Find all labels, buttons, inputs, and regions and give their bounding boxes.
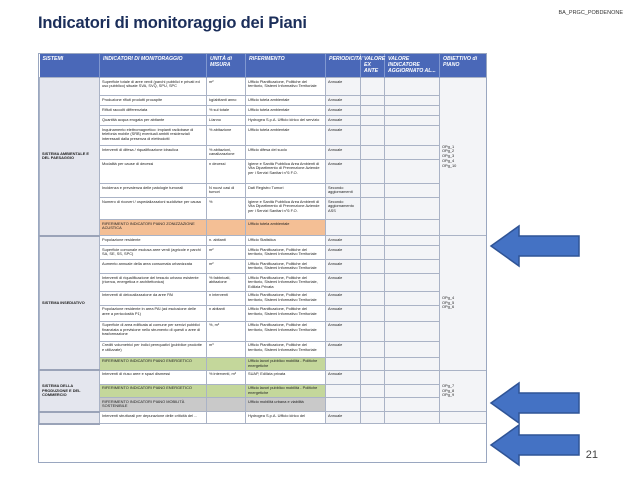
- reference-cell: Ufficio tutela ambientale: [246, 96, 326, 106]
- header-indicatori: INDICATORI DI MONITORAGGIO: [100, 54, 207, 78]
- unit-cell: n decessi: [207, 160, 246, 184]
- valore-ex-ante-cell: [361, 116, 385, 126]
- unit-cell: n abitanti: [207, 305, 246, 321]
- valore-aggiornato-cell: [385, 412, 440, 424]
- valore-ex-ante-cell: [361, 384, 385, 397]
- header-valore-aggiornato: VALORE INDICATORE AGGIORNATO AL...: [385, 54, 440, 78]
- period-cell: Annuale: [326, 291, 361, 305]
- valore-aggiornato-cell: [385, 184, 440, 198]
- indicator-cell: Incidenza e prevalenza delle patologie tumorali: [100, 184, 207, 198]
- system-cell: SISTEMA AMBIENTALE E DEL PAESAGGIO: [40, 78, 100, 236]
- indicator-cell: Interventi di riuso aree e spazi dismessi: [100, 370, 207, 384]
- indicator-cell: Quantità acqua erogata per abitante: [100, 116, 207, 126]
- valore-ex-ante-cell: [361, 160, 385, 184]
- indicator-cell: Interventi di difesa / riqualificazione idraulica: [100, 146, 207, 160]
- valore-ex-ante-cell: [361, 305, 385, 321]
- period-cell: Annuale: [326, 341, 361, 357]
- reference-cell: Ufficio Pianificazione, Politiche del territorio, Sistemi Informativo Territoriale: [246, 78, 326, 96]
- valore-aggiornato-cell: [385, 398, 440, 412]
- period-cell: Annuale: [326, 106, 361, 116]
- reference-cell: Ufficio Pianificazione, Politiche del territorio, Sistemi Informativo Territoriale: [246, 260, 326, 274]
- table-body: [40, 78, 487, 424]
- table-row: [40, 106, 487, 116]
- period-cell: [326, 384, 361, 397]
- valore-aggiornato-cell: [385, 260, 440, 274]
- table-row: [40, 357, 487, 370]
- valore-aggiornato-cell: [385, 220, 440, 236]
- unit-cell: [207, 220, 246, 236]
- reference-cell: Ufficio Pianificazione, Politiche del territorio, Sistemi Informativo Territoriale: [246, 321, 326, 341]
- valore-ex-ante-cell: [361, 321, 385, 341]
- indicator-cell: Interventi strutturali per depurazione delle criticità del ...: [100, 412, 207, 424]
- valore-aggiornato-cell: [385, 384, 440, 397]
- table-header-row: [40, 54, 487, 78]
- valore-ex-ante-cell: [361, 274, 385, 292]
- table-row: [40, 398, 487, 412]
- table-row: [40, 291, 487, 305]
- reference-cell: Ufficio Pianificazione, Politiche del territorio, Sistemi Informativo Territoriale: [246, 246, 326, 260]
- unit-cell: kg/abitanti anno: [207, 96, 246, 106]
- period-cell: Annuale: [326, 370, 361, 384]
- table-row: [40, 146, 487, 160]
- valore-ex-ante-cell: [361, 146, 385, 160]
- table-row: [40, 384, 487, 397]
- valore-aggiornato-cell: [385, 146, 440, 160]
- valore-ex-ante-cell: [361, 357, 385, 370]
- valore-aggiornato-cell: [385, 106, 440, 116]
- reference-cell: Ufficio Pianificazione, Politiche del territorio, Sistemi Informativo Territoriale: [246, 305, 326, 321]
- arrow-left-icon: [489, 380, 581, 426]
- indicator-cell: RIFERIMENTO INDICATORI PIANO MOBILITÀ SOSTENIBILE: [100, 398, 207, 412]
- reference-cell: Igiene e Sanità Pubblica Area Ambienti di Vita Dipartimento di Prevenzione Aziende per i Servizi Sanitari n°6 F.O.: [246, 198, 326, 220]
- table-row: [40, 321, 487, 341]
- indicator-cell: Aumento annuale della area consumata urbanizzata: [100, 260, 207, 274]
- arrow-left-icon: [489, 422, 581, 468]
- valore-ex-ante-cell: [361, 246, 385, 260]
- reference-cell: Ufficio mobilità urbana e viabilità: [246, 398, 326, 412]
- indicator-cell: Superficie totale di aree verdi (parchi pubblici e privati ed uso pubblico) situate SVA, SVQ, SPU, SPC: [100, 78, 207, 96]
- period-cell: [326, 220, 361, 236]
- table-row: [40, 184, 487, 198]
- indicator-cell: Inquinamento elettromagnetico: impianti radiobase di telefonia mobile (SRB) eventuali ambiti residenziali interessati dalla presenza di elettrodotti: [100, 126, 207, 146]
- valore-aggiornato-cell: [385, 236, 440, 246]
- indicator-cell: Crediti volumetrici per indici perequativi (pubblice prodotte e utilizzate): [100, 341, 207, 357]
- unit-cell: m²: [207, 246, 246, 260]
- objective-cell: [440, 412, 487, 424]
- indicator-cell: Popolazione residente in area PAI (ad esclusione delle aree a pericolosità P1): [100, 305, 207, 321]
- indicator-cell: Produzione rifiuti prodotti procapite: [100, 96, 207, 106]
- valore-aggiornato-cell: [385, 160, 440, 184]
- table-row: [40, 370, 487, 384]
- reference-cell: Ufficio Pianificazione, Politiche del territorio, Sistemi Informativo Territoriale: [246, 341, 326, 357]
- valore-ex-ante-cell: [361, 412, 385, 424]
- reference-cell: Ufficio Statistica: [246, 236, 326, 246]
- reference-cell: Ufficio difesa del suolo: [246, 146, 326, 160]
- valore-aggiornato-cell: [385, 246, 440, 260]
- unit-cell: % abitazione: [207, 126, 246, 146]
- period-cell: Secondo aggiornamento ASS: [326, 198, 361, 220]
- unit-cell: m²: [207, 260, 246, 274]
- unit-cell: %: [207, 198, 246, 220]
- unit-cell: % fabbricati, abitazione: [207, 274, 246, 292]
- period-cell: Annuale: [326, 96, 361, 106]
- valore-aggiornato-cell: [385, 274, 440, 292]
- system-cell: SISTEMA INSEDIATIVO: [40, 236, 100, 371]
- period-cell: Annuale: [326, 246, 361, 260]
- document-id: BA_PRGC_POBDENONE: [558, 10, 623, 16]
- indicator-cell: Interventi di riqualificazione del tessuto urbano esistente (ricerca, energetica e architettonica): [100, 274, 207, 292]
- reference-cell: Hydrogea S.p.A. Ufficio idrico del servizio: [246, 116, 326, 126]
- unit-cell: % abitazioni, canalizzazione: [207, 146, 246, 160]
- indicator-cell: RIFERIMENTO INDICATORI PIANO ZONIZZAZIONE ACUSTICA: [100, 220, 207, 236]
- table-row: [40, 126, 487, 146]
- indicator-cell: Rifiuti raccolti differenziata: [100, 106, 207, 116]
- period-cell: Annuale: [326, 146, 361, 160]
- reference-cell: Igiene e Sanità Pubblica Area Ambienti di Vita Dipartimento di Prevenzione Aziende per i Servizi Sanitari n°6 F.O.: [246, 160, 326, 184]
- table-row: [40, 198, 487, 220]
- reference-cell: Ufficio tutela ambientale: [246, 126, 326, 146]
- indicator-cell: Superficie di area edificata al comune per servizi pubblici finanziata a previsione nello strumento di questi o aree di trasformazione: [100, 321, 207, 341]
- header-obiettivo: OBIETTIVO di PIANO: [440, 54, 487, 78]
- period-cell: Annuale: [326, 236, 361, 246]
- period-cell: Annuale: [326, 126, 361, 146]
- page-number: 21: [585, 449, 598, 461]
- valore-aggiornato-cell: [385, 357, 440, 370]
- valore-ex-ante-cell: [361, 260, 385, 274]
- table-row: [40, 274, 487, 292]
- valore-ex-ante-cell: [361, 370, 385, 384]
- valore-aggiornato-cell: [385, 78, 440, 96]
- table-row: [40, 96, 487, 106]
- header-riferimento: RIFERIMENTO: [246, 54, 326, 78]
- system-cell: [40, 412, 100, 424]
- valore-ex-ante-cell: [361, 398, 385, 412]
- period-cell: Annuale: [326, 116, 361, 126]
- period-cell: [326, 398, 361, 412]
- header-sistemi: SISTEMI: [40, 54, 100, 78]
- reference-cell: Ufficio tutela ambientale: [246, 106, 326, 116]
- unit-cell: n interventi: [207, 291, 246, 305]
- header-periodicita: PERIODICITA': [326, 54, 361, 78]
- unit-cell: m²: [207, 78, 246, 96]
- table-row: [40, 341, 487, 357]
- unit-cell: [207, 412, 246, 424]
- valore-aggiornato-cell: [385, 198, 440, 220]
- valore-ex-ante-cell: [361, 78, 385, 96]
- monitoring-table: [38, 53, 487, 463]
- valore-ex-ante-cell: [361, 236, 385, 246]
- indicator-cell: RIFERIMENTO INDICATORI PIANO ENERGETICO: [100, 357, 207, 370]
- valore-aggiornato-cell: [385, 341, 440, 357]
- table-row: [40, 116, 487, 126]
- indicator-cell: Modalità per cause di decessi: [100, 160, 207, 184]
- unit-cell: L/anno: [207, 116, 246, 126]
- table-row: [40, 412, 487, 424]
- valore-ex-ante-cell: [361, 220, 385, 236]
- valore-ex-ante-cell: [361, 198, 385, 220]
- valore-aggiornato-cell: [385, 305, 440, 321]
- valore-aggiornato-cell: [385, 291, 440, 305]
- valore-aggiornato-cell: [385, 126, 440, 146]
- indicator-cell: Numero di ricoveri / ospedalizzazioni suddivise per causa: [100, 198, 207, 220]
- period-cell: Annuale: [326, 160, 361, 184]
- unit-cell: %, m²: [207, 321, 246, 341]
- period-cell: Annuale: [326, 305, 361, 321]
- arrow-left-icon: [489, 223, 581, 269]
- valore-aggiornato-cell: [385, 116, 440, 126]
- unit-cell: [207, 384, 246, 397]
- unit-cell: n. abitanti: [207, 236, 246, 246]
- table-row: [40, 305, 487, 321]
- unit-cell: [207, 398, 246, 412]
- valore-ex-ante-cell: [361, 184, 385, 198]
- reference-cell: Hydrogea S.p.A. Ufficio idrico del: [246, 412, 326, 424]
- valore-aggiornato-cell: [385, 321, 440, 341]
- objective-cell: OPg_7 OPg_8 OPg_9: [440, 370, 487, 411]
- reference-cell: Ufficio lavori pubblico mobilità - Politiche energetiche: [246, 384, 326, 397]
- header-valore-ex-ante: VALORE EX ANTE: [361, 54, 385, 78]
- table-row: [40, 236, 487, 246]
- reference-cell: SUAP, Edilizia privata: [246, 370, 326, 384]
- period-cell: Annuale: [326, 274, 361, 292]
- valore-aggiornato-cell: [385, 370, 440, 384]
- period-cell: Annuale: [326, 412, 361, 424]
- page-title: Indicatori di monitoraggio dei Piani: [38, 14, 307, 32]
- table-row: [40, 246, 487, 260]
- reference-cell: Ufficio lavori pubblico mobilità - Politiche energetiche: [246, 357, 326, 370]
- period-cell: Annuale: [326, 78, 361, 96]
- valore-ex-ante-cell: [361, 106, 385, 116]
- header-unita: UNITÀ di MISURA: [207, 54, 246, 78]
- period-cell: Annuale: [326, 260, 361, 274]
- table-row: [40, 260, 487, 274]
- indicator-cell: Interventi di delocalizzazione da aree PAI: [100, 291, 207, 305]
- reference-cell: Ufficio Pianificazione, Politiche del territorio, Sistemi Informativo Territoriale: [246, 291, 326, 305]
- table-row: [40, 160, 487, 184]
- reference-cell: Ufficio Pianificazione, Politiche del territorio, Sistemi Informativo Territoriale, Edilizia Privata: [246, 274, 326, 292]
- unit-cell: % sul totale: [207, 106, 246, 116]
- objective-cell: OPg_1 OPg_2 OPg_3 OPg_4 OPg_10: [440, 78, 487, 236]
- unit-cell: N nuovi casi di tumori: [207, 184, 246, 198]
- valore-ex-ante-cell: [361, 291, 385, 305]
- system-cell: SISTEMA DELLA PRODUZIONE E DEL COMMERCIO: [40, 370, 100, 411]
- period-cell: [326, 357, 361, 370]
- valore-aggiornato-cell: [385, 96, 440, 106]
- valore-ex-ante-cell: [361, 126, 385, 146]
- unit-cell: m³: [207, 341, 246, 357]
- indicator-cell: RIFERIMENTO INDICATORI PIANO ENERGETICO: [100, 384, 207, 397]
- unit-cell: % interventi, m²: [207, 370, 246, 384]
- period-cell: Secondo aggiornamenti: [326, 184, 361, 198]
- table-row: [40, 220, 487, 236]
- objective-cell: OPg_4 OPg_5 OPg_6: [440, 236, 487, 371]
- indicator-cell: Popolazione residente: [100, 236, 207, 246]
- indicator-cell: Superficie comunale esclusa aree verdi (agricole e parchi SA, SE, SS, SPC): [100, 246, 207, 260]
- valore-ex-ante-cell: [361, 341, 385, 357]
- table-row: [40, 78, 487, 96]
- reference-cell: Ufficio tutela ambientale: [246, 220, 326, 236]
- period-cell: Annuale: [326, 321, 361, 341]
- reference-cell: Dati Registro Tumori: [246, 184, 326, 198]
- unit-cell: [207, 357, 246, 370]
- valore-ex-ante-cell: [361, 96, 385, 106]
